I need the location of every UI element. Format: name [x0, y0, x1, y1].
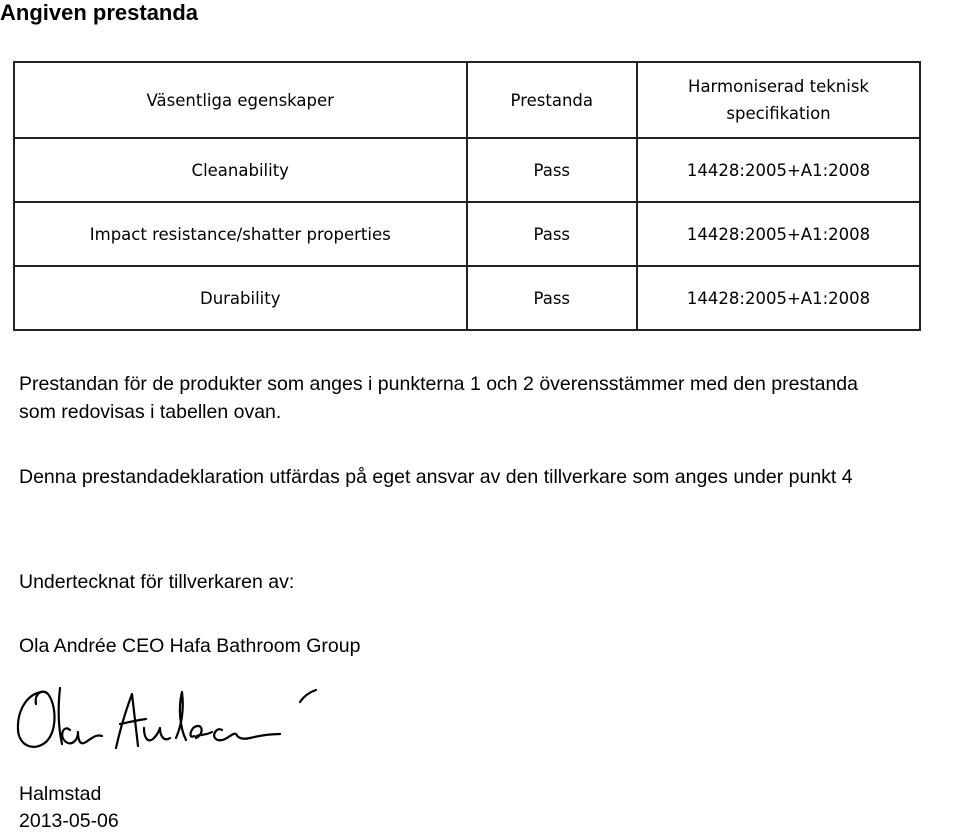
header-harmonised-specification-text: Harmoniserad teknisk specifikation: [688, 77, 869, 123]
header-essential-characteristics: Väsentliga egenskaper: [14, 62, 467, 138]
signatory-name: Ola Andrée CEO Hafa Bathroom Group: [19, 635, 361, 657]
performance-table: [13, 61, 921, 331]
specification-cell: 14428:2005+A1:2008: [637, 266, 920, 330]
header-performance: Prestanda: [467, 62, 638, 138]
table-row: [14, 138, 920, 202]
date-of-issue: 2013-05-06: [19, 810, 119, 832]
declaration-statement: Denna prestandadeklaration utfärdas på eget ansvar av den tillverkare som anges under punkt 4: [19, 466, 853, 488]
specification-cell: 14428:2005+A1:2008: [637, 138, 920, 202]
page-heading: Angiven prestanda: [0, 0, 199, 25]
table-row: [14, 266, 920, 330]
specification-cell: 14428:2005+A1:2008: [637, 202, 920, 266]
signed-for-label: Undertecknat för tillverkaren av:: [19, 571, 295, 593]
characteristic-cell: Durability: [14, 266, 467, 330]
performance-cell: Pass: [467, 202, 638, 266]
performance-cell: Pass: [467, 138, 638, 202]
header-harmonised-specification: [637, 62, 920, 138]
conformity-statement-line-1: Prestandan för de produkter som anges i punkterna 1 och 2 överensstämmer med den prestanda: [19, 373, 858, 395]
table-header-row: [14, 62, 920, 138]
place-of-issue: Halmstad: [19, 783, 102, 805]
characteristic-cell: Impact resistance/shatter properties: [14, 202, 467, 266]
handwritten-signature-icon: [12, 684, 322, 756]
characteristic-cell: Cleanability: [14, 138, 467, 202]
conformity-statement: [19, 370, 858, 426]
performance-cell: Pass: [467, 266, 638, 330]
conformity-statement-line-2: som redovisas i tabellen ovan.: [19, 401, 282, 423]
table-row: [14, 202, 920, 266]
